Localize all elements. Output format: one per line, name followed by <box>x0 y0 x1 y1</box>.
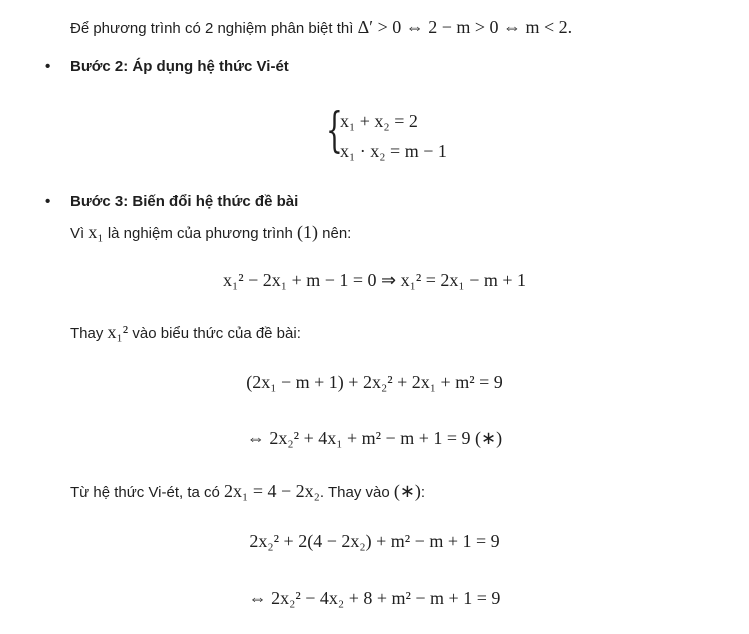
step2-item <box>45 58 289 75</box>
intro-text: Để phương trình có 2 nghiệm phân biệt thì <box>70 20 354 37</box>
step2-heading: Bước 2: Áp dụng hệ thức Vi-ét <box>70 58 289 75</box>
step3-sentence1 <box>70 222 351 243</box>
intro-line <box>70 17 572 38</box>
sentence1-pre: Vì <box>70 225 85 242</box>
step3-sentence2 <box>70 322 301 343</box>
equation-d: 2x₂² + 2(4 − 2x₂) + m² − m + 1 = 9 <box>249 531 500 551</box>
sentence1-mid: là nghiệm của phương trình <box>107 225 293 242</box>
brace-icon: { <box>326 102 343 158</box>
equation-a: x₁² − 2x₁ + m − 1 = 0 ⇒ x₁² = 2x₁ − m + 1 <box>222 270 527 290</box>
step3-sentence3 <box>70 481 425 502</box>
step3-heading: Bước 3: Biến đổi hệ thức đề bài <box>70 193 299 210</box>
vieta-sum: x₁ + x₂ = 2 <box>340 111 418 131</box>
sentence2-pre: Thay <box>70 325 104 342</box>
bullet-icon: • <box>45 193 51 210</box>
sentence2-var: x₁² <box>107 322 129 342</box>
sentence3-pre: Từ hệ thức Vi-ét, ta có <box>70 484 220 501</box>
bullet-icon: • <box>45 58 51 75</box>
equation-b: (2x₁ − m + 1) + 2x₂² + 2x₁ + m² = 9 <box>246 372 503 392</box>
step3-item <box>45 193 298 210</box>
sentence3-ref: (∗) <box>393 481 421 501</box>
vieta-product: x₁ · x₂ = m − 1 <box>340 141 447 161</box>
sentence1-post: nên: <box>322 225 352 242</box>
intro-math: Δ′ > 0 ⇔ 2 − m > 0 ⇔ m < 2. <box>357 17 573 37</box>
equation-e: ⇔ 2x₂² − 4x₂ + 8 + m² − m + 1 = 9 <box>248 588 501 608</box>
sentence1-ref: (1) <box>296 222 318 242</box>
sentence1-var: x₁ <box>88 222 104 242</box>
sentence3-mid: . Thay vào <box>319 484 390 501</box>
equation-c: ⇔ 2x₂² + 4x₁ + m² − m + 1 = 9 (∗) <box>246 428 503 448</box>
sentence3-math: 2x₁ = 4 − 2x₂ <box>224 481 320 501</box>
sentence2-post: vào biểu thức của đề bài: <box>132 325 301 342</box>
sentence3-post: : <box>420 484 426 501</box>
